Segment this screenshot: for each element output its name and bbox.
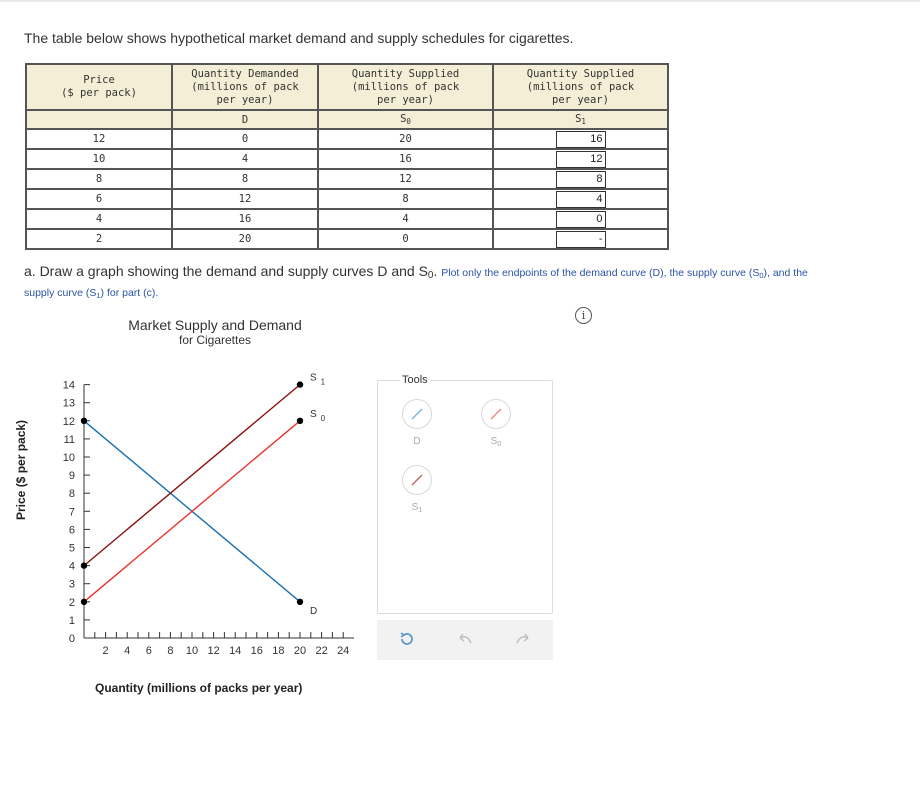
qs1-input[interactable]: 4 [556, 191, 606, 208]
series-point [297, 418, 303, 424]
series-point [297, 599, 303, 605]
tool-demand[interactable]: D [400, 399, 434, 447]
series-point [81, 418, 87, 424]
series-label: S $_0$ [310, 408, 326, 423]
series-point [297, 381, 303, 387]
chart-title: Market Supply and Demand for Cigarettes [128, 317, 302, 347]
instruction-line2: supply curve $(S_1)$ for part (c). [24, 287, 159, 300]
y-tick-label: 8 [68, 488, 75, 501]
tools-panel [377, 374, 553, 614]
reset-icon[interactable] [398, 630, 416, 648]
x-tick-label: 16 [250, 645, 263, 657]
header-s0: $S_0$ [318, 110, 493, 129]
table-row: 8 8 12 8 [26, 169, 668, 189]
header-blank [26, 110, 172, 129]
redo-icon[interactable] [514, 630, 532, 648]
instruction-text: Plot only the endpoints of the demand curve (D), the supply curve $(S_0)$, and the [441, 267, 808, 280]
x-tick-label: 6 [145, 645, 152, 657]
header-qs1: Quantity Supplied (millions of pack per year) [493, 64, 668, 110]
y-tick-label: 14 [62, 379, 75, 392]
tool-supply1[interactable]: $S_1$ [400, 465, 434, 514]
table-row: 10 4 16 12 [26, 149, 668, 169]
x-tick-label: 20 [293, 645, 307, 657]
y-tick-label: 12 [62, 415, 75, 428]
x-tick-label: 22 [315, 645, 328, 657]
action-bar [377, 620, 553, 660]
header-d: D [172, 110, 318, 129]
x-tick-label: 18 [272, 645, 285, 657]
y-tick-label: 4 [68, 560, 75, 573]
table-row: 6 12 8 4 [26, 189, 668, 209]
x-tick-label: 8 [167, 645, 174, 657]
x-tick-label: 2 [102, 645, 109, 657]
y-tick-label: 13 [62, 397, 75, 410]
schedule-table [25, 63, 669, 250]
table-row: 2 20 0 - [26, 229, 668, 249]
tool-supply0[interactable]: $S_0$ [479, 399, 513, 448]
top-divider [0, 0, 920, 2]
x-tick-label: 10 [185, 645, 199, 657]
y-tick-label: 11 [63, 433, 75, 446]
intro-text: The table below shows hypothetical market demand and supply schedules for cigarettes. [24, 30, 574, 46]
x-axis-label: Quantity (millions of packs per year) [95, 681, 303, 695]
y-tick-label: 0 [68, 633, 75, 645]
series-point [81, 599, 87, 605]
info-icon[interactable]: i [575, 307, 592, 324]
y-tick-label: 10 [62, 452, 75, 464]
qs1-input[interactable]: 12 [556, 151, 606, 168]
header-qs0: Quantity Supplied (millions of pack per year) [318, 64, 493, 110]
qs1-input[interactable]: - [556, 231, 606, 248]
supply0-line-icon [481, 399, 511, 429]
y-tick-label: 5 [68, 542, 75, 555]
y-axis-label: Price ($ per pack) [14, 419, 28, 520]
series-label: S $_1$ [310, 372, 326, 387]
y-tick-label: 6 [68, 524, 75, 537]
series-line-2 [84, 385, 300, 566]
question-text: a. Draw a graph showing the demand and supply curves D and $S_0$. Plot only the endpoints of the demand curve (D), the supply curve $(S_0)$, and the [24, 263, 808, 281]
supply1-line-icon [402, 465, 432, 495]
y-tick-label: 1 [68, 614, 75, 627]
y-tick-label: 7 [68, 506, 75, 519]
table-row: 4 16 4 0 [26, 209, 668, 229]
x-tick-label: 4 [124, 645, 131, 657]
header-s1: $S_1$ [493, 110, 668, 129]
table-row: 12 0 20 16 [26, 129, 668, 149]
x-tick-label: 14 [229, 645, 242, 657]
series-label: D [310, 605, 318, 617]
qs1-input[interactable]: 16 [556, 131, 606, 148]
x-tick-label: 12 [207, 645, 220, 657]
y-tick-label: 2 [68, 596, 75, 609]
header-price: Price ($ per pack) [26, 64, 172, 110]
undo-icon[interactable] [456, 630, 474, 648]
qs1-input[interactable]: 8 [556, 171, 606, 188]
x-tick-label: 24 [337, 645, 350, 657]
y-tick-label: 9 [68, 470, 75, 483]
y-tick-label: 3 [68, 578, 75, 591]
demand-line-icon [402, 399, 432, 429]
supply-demand-chart[interactable] [0, 360, 370, 660]
header-qd: Quantity Demanded (millions of pack per year) [172, 64, 318, 110]
tools-title: Tools [402, 374, 428, 386]
qs1-input[interactable]: 0 [556, 211, 606, 228]
series-point [81, 562, 87, 568]
